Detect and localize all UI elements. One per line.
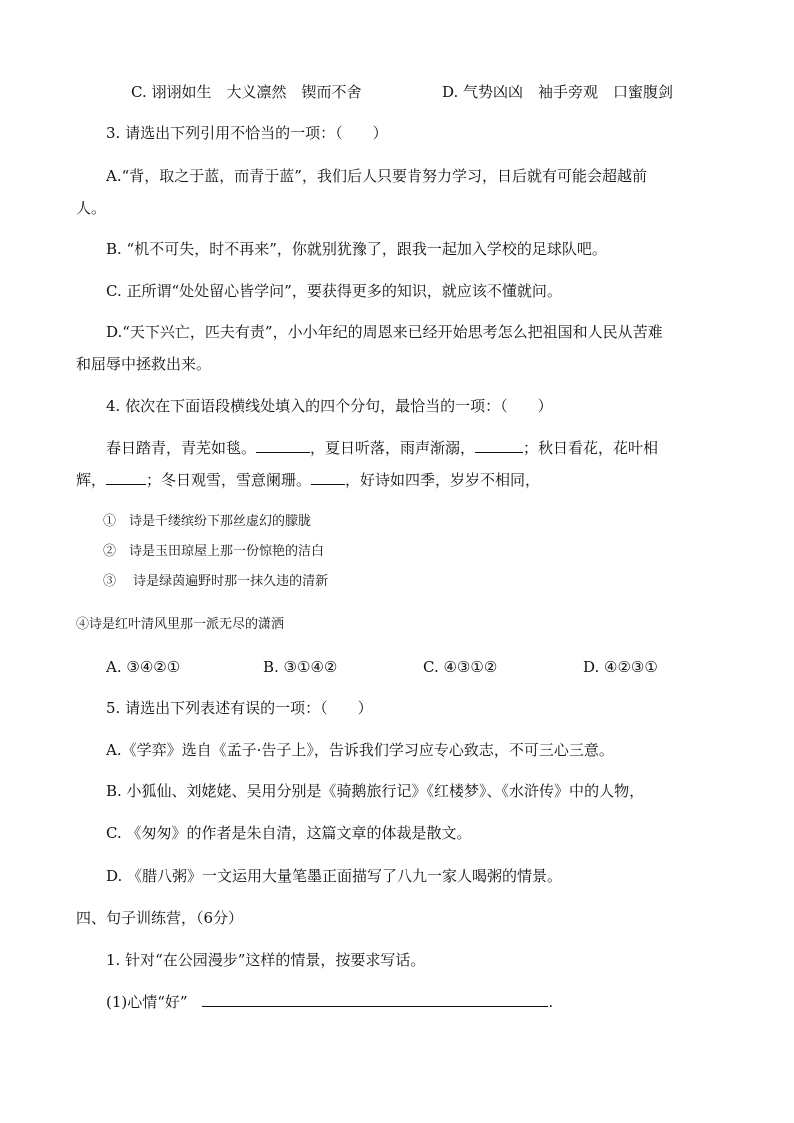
q4-passage-line1 xyxy=(106,438,658,458)
q4-sentence-2: ② 诗是玉田琼屋上那一份惊艳的洁白 xyxy=(103,544,325,559)
q4-sentence-1: ① 诗是千缕缤纷下那丝虚幻的朦胧 xyxy=(103,514,312,529)
q4-passage-text: ；秋日看花，花叶相 xyxy=(523,439,659,457)
q4-option-d: D. ④②③① xyxy=(583,658,658,676)
s4-q1-stem: 1. 针对“在公园漫步”这样的情景，按要求写话。 xyxy=(106,951,426,969)
fill-blank[interactable] xyxy=(256,438,310,453)
section-heading: 四、句子训练营，（6分） xyxy=(76,909,244,927)
q4-passage-text: ，好诗如四季，岁岁不相同， xyxy=(345,471,541,489)
q2-option-c: C. 诩诩如生 大义凛然 锲而不舍 xyxy=(131,83,362,101)
q5-option-a: A.《学弈》选自《孟子·告子上》，告诉我们学习应专心致志，不可三心三意。 xyxy=(106,741,614,759)
q4-passage-line2 xyxy=(76,470,540,490)
q3-stem: 3. 请选出下列引用不恰当的一项：（ ） xyxy=(106,124,388,142)
q4-passage-text: ；冬日观雪，雪意阑珊。 xyxy=(146,471,312,489)
q3-option-a-cont: 人。 xyxy=(76,199,107,217)
q4-option-a: A. ③④②① xyxy=(106,658,181,676)
s4-q1-1-end: . xyxy=(548,993,554,1011)
q5-option-b: B. 小狐仙、刘姥姥、吴用分别是《骑鹅旅行记》《红楼梦》、《水浒传》中的人物， xyxy=(106,782,645,800)
s4-q1-1-label: (1)心情“好” xyxy=(106,993,188,1011)
q5-stem: 5. 请选出下列表述有误的一项：（ ） xyxy=(106,699,373,717)
q4-passage-text: ，夏日听落，雨声渐溺， xyxy=(310,439,476,457)
fill-blank[interactable] xyxy=(106,470,146,485)
q2-option-d: D. 气势凶凶 袖手旁观 口蜜腹剑 xyxy=(442,83,674,101)
fill-blank[interactable] xyxy=(311,470,345,485)
q3-option-d: D.“天下兴亡，匹夫有责”，小小年纪的周恩来已经开始思考怎么把祖国和人民从苦难 xyxy=(106,323,663,341)
q4-option-c: C. ④③①② xyxy=(423,658,498,676)
q4-passage-text: 春日踏青，青芜如毯。 xyxy=(106,439,257,457)
q4-passage-text: 辉， xyxy=(76,471,107,489)
q3-option-d-cont: 和屈辱中拯救出来。 xyxy=(76,355,212,373)
q4-stem: 4. 依次在下面语段横线处填入的四个分句，最恰当的一项：（ ） xyxy=(106,397,553,415)
answer-line[interactable] xyxy=(202,992,548,1007)
q4-sentence-3: ③ 诗是绿茵遍野时那一抹久违的清新 xyxy=(103,574,329,589)
q4-sentence-4: ④诗是红叶清风里那一派无尽的潇洒 xyxy=(76,617,285,632)
q3-option-a: A.“背，取之于蓝，而青于蓝”，我们后人只要肯努力学习，日后就有可能会超越前 xyxy=(106,167,647,185)
q5-option-d: D. 《腊八粥》一文运用大量笔墨正面描写了八九一家人喝粥的情景。 xyxy=(106,867,563,885)
q3-option-c: C. 正所谓“处处留心皆学问”，要获得更多的知识，就应该不懂就问。 xyxy=(106,282,562,300)
q5-option-c: C. 《匆匆》的作者是朱自清，这篇文章的体裁是散文。 xyxy=(106,824,472,842)
s4-q1-1 xyxy=(106,992,553,1012)
q4-option-b: B. ③①④② xyxy=(263,658,338,676)
fill-blank[interactable] xyxy=(475,438,523,453)
q3-option-b: B. “机不可失，时不再来”，你就别犹豫了，跟我一起加入学校的足球队吧。 xyxy=(106,240,607,258)
